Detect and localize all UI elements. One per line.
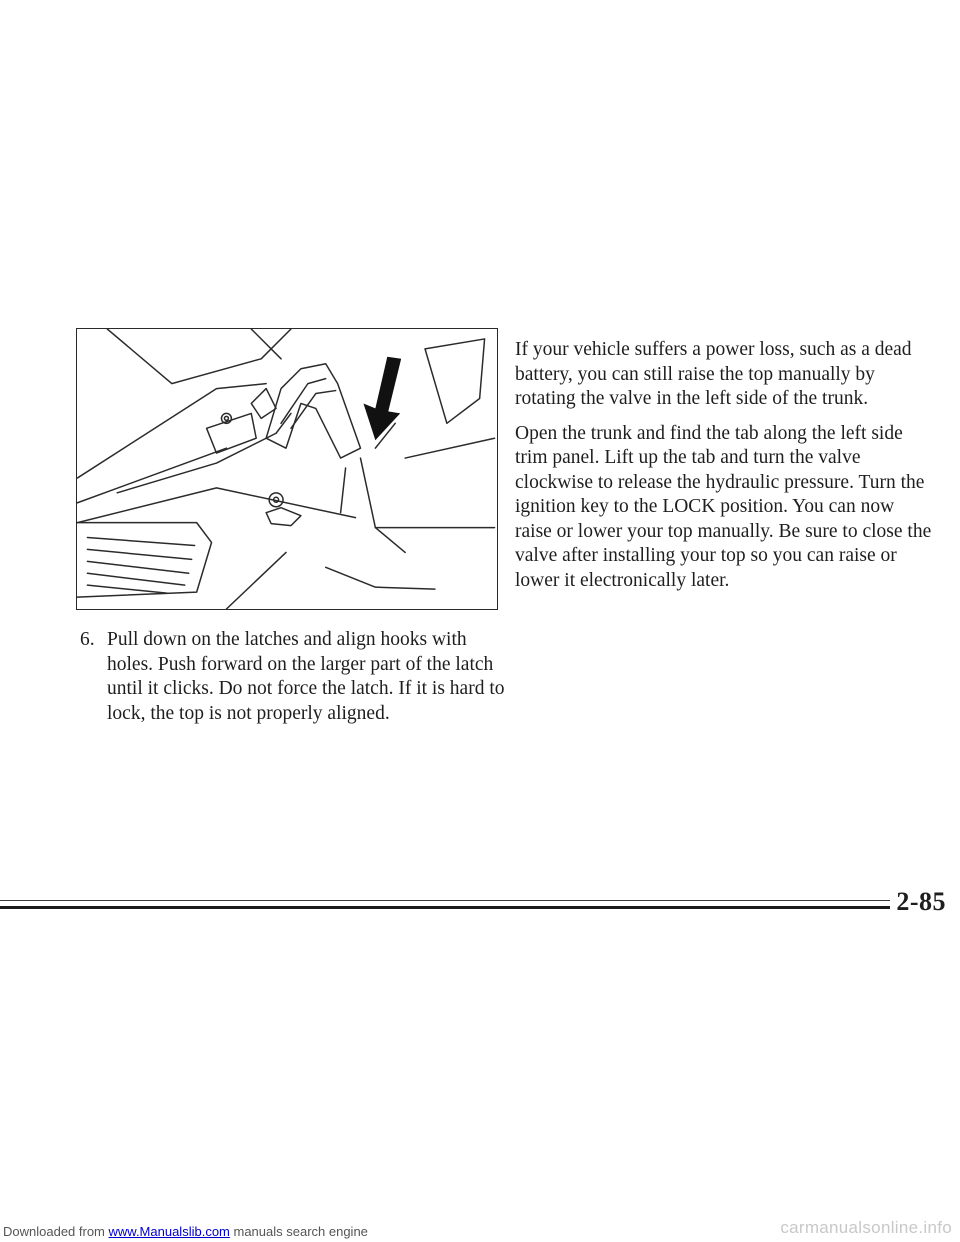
download-prefix: Downloaded from bbox=[3, 1224, 109, 1239]
side-panel bbox=[425, 339, 485, 423]
valve-procedure-paragraph: Open the trunk and find the tab along the left side trim panel. Lift up the tab and turn the valve clockwise to release the hydraulic pressure. Turn the ignition key to the LOCK position. You can now raise or lower your top manually. Be sure to close the valve after installing your top so you can raise or lower it electronically later. bbox=[515, 422, 932, 591]
page-number: 2-85 bbox=[896, 887, 946, 916]
latch-handle bbox=[266, 364, 360, 458]
manualslib-link[interactable]: www.Manualslib.com bbox=[108, 1224, 230, 1239]
footer-rule bbox=[0, 900, 890, 910]
watermark: carmanualsonline.info bbox=[780, 1218, 952, 1237]
trim-outline bbox=[107, 329, 291, 384]
download-notice bbox=[3, 1224, 368, 1239]
latch-illustration bbox=[76, 328, 498, 610]
power-loss-paragraph: If your vehicle suffers a power loss, such as a dead battery, you can still raise the top manually by rotating the valve in the left side of the trunk. bbox=[515, 339, 912, 409]
step-text: Pull down on the latches and align hooks with holes. Push forward on the larger part of the latch until it clicks. Do not force the latch. If it is hard to lock, the top is not properly aligned. bbox=[107, 629, 505, 724]
step-number: 6. bbox=[80, 629, 95, 650]
manual-raise-instructions bbox=[515, 338, 935, 603]
download-suffix: manuals search engine bbox=[229, 1224, 368, 1239]
latch-drawing bbox=[77, 329, 497, 609]
pull-down-arrow-icon bbox=[363, 357, 401, 440]
instruction-step bbox=[80, 628, 510, 726]
